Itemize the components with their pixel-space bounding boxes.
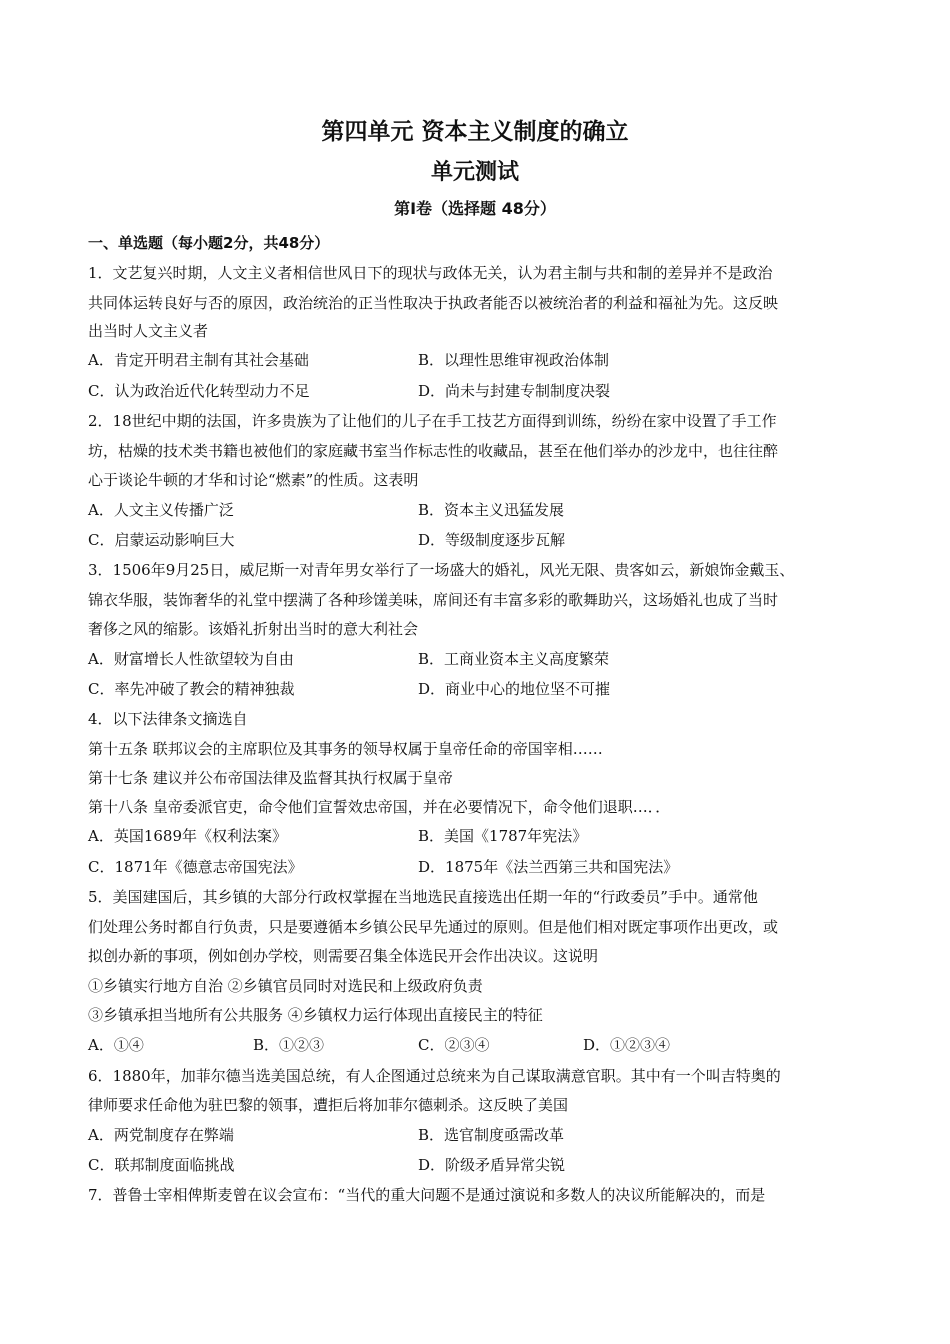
question-3-line: 3．1506年9月25日，威尼斯一对青年男女举行了一场盛大的婚礼，风光无限、贵客如云，新娘饰金戴玉、 bbox=[88, 561, 795, 579]
question-6-line: 6．1880年，加菲尔德当选美国总统，有人企图通过总统来为自己谋取满意官职。其中有一个叫吉特奥的 bbox=[88, 1067, 781, 1085]
question-3-option-a: A．财富增长人性欲望较为自由 bbox=[88, 650, 294, 668]
unit-title: 第四单元 资本主义制度的确立 bbox=[321, 119, 629, 145]
question-5-line: 5．美国建国后，其乡镇的大部分行政权掌握在当地选民直接选出任期一年的“行政委员”手中。通常他 bbox=[88, 888, 758, 906]
question-2-line: 2．18世纪中期的法国，许多贵族为了让他们的儿子在手工技艺方面得到训练，纷纷在家中设置了手工作 bbox=[88, 412, 777, 430]
question-6-option-a: A．两党制度存在弊端 bbox=[88, 1126, 234, 1144]
question-6-option-d: D．阶级矛盾异常尖锐 bbox=[418, 1156, 566, 1174]
question-1-line: 共同体运转良好与否的原因，政治统治的正当性取决于执政者能否以被统治者的利益和福祉为先。这反映 bbox=[88, 294, 779, 312]
question-3-line: 奢侈之风的缩影。该婚礼折射出当时的意大利社会 bbox=[88, 620, 419, 638]
question-5-statements: ③乡镇承担当地所有公共服务 ④乡镇权力运行体现出直接民主的特征 bbox=[88, 1006, 543, 1024]
question-5-line: 们处理公务时都自行负责，只是要遵循本乡镇公民早先通过的原则。但是他们相对既定事项作出更改，或 bbox=[88, 918, 779, 936]
question-1-line: 1．文艺复兴时期，人文主义者相信世风日下的现状与政体无关，认为君主制与共和制的差异并不是政治 bbox=[88, 264, 773, 282]
question-5-line: 拟创办新的事项，例如创办学校，则需要召集全体选民开会作出决议。这说明 bbox=[88, 947, 599, 965]
question-3-option-b: B．工商业资本主义高度繁荣 bbox=[418, 650, 610, 668]
question-5-statements: ①乡镇实行地方自治 ②乡镇官员同时对选民和上级政府负责 bbox=[88, 977, 483, 995]
question-5-option-d: D．①②③④ bbox=[583, 1036, 671, 1054]
question-7-line: 7．普鲁士宰相俾斯麦曾在议会宣布：“当代的重大问题不是通过演说和多数人的决议所能解决的，而是 bbox=[88, 1186, 766, 1204]
question-4-article: 第十五条 联邦议会的主席职位及其事务的领导权属于皇帝任命的帝国宰相…… bbox=[88, 740, 603, 758]
question-1-line: 出当时人文主义者 bbox=[88, 322, 209, 340]
question-4-article: 第十七条 建议并公布帝国法律及监督其执行权属于皇帝 bbox=[88, 769, 453, 787]
question-5-option-c: C．②③④ bbox=[418, 1036, 490, 1054]
question-3-line: 锦衣华服，装饰奢华的礼堂中摆满了各种珍馐美味，席间还有丰富多彩的歌舞助兴，这场婚礼也成了当时 bbox=[88, 591, 779, 609]
section-heading: 一、单选题（每小题2分，共48分） bbox=[88, 234, 330, 252]
question-1-option-a: A．肯定开明君主制有其社会基础 bbox=[88, 351, 309, 369]
question-2-option-d: D．等级制度逐步瓦解 bbox=[418, 531, 566, 549]
question-3-option-d: D．商业中心的地位坚不可摧 bbox=[418, 680, 611, 698]
question-2-line: 心于谈论牛顿的才华和讨论“燃素”的性质。这表明 bbox=[88, 471, 419, 489]
question-1-option-d: D．尚未与封建专制制度决裂 bbox=[418, 382, 611, 400]
question-4-option-b: B．美国《1787年宪法》 bbox=[418, 827, 588, 845]
question-1-option-c: C．认为政治近代化转型动力不足 bbox=[88, 382, 310, 400]
question-6-line: 律师要求任命他为驻巴黎的领事，遭拒后将加菲尔德刺杀。这反映了美国 bbox=[88, 1096, 569, 1114]
question-2-option-c: C．启蒙运动影响巨大 bbox=[88, 531, 235, 549]
question-4-line: 4．以下法律条文摘选自 bbox=[88, 710, 248, 728]
test-subtitle: 单元测试 bbox=[430, 160, 519, 185]
question-2-option-a: A．人文主义传播广泛 bbox=[88, 501, 234, 519]
question-6-option-b: B．选官制度亟需改革 bbox=[418, 1126, 565, 1144]
question-4-option-a: A．英国1689年《权利法案》 bbox=[88, 827, 288, 845]
question-1-option-b: B．以理性思维审视政治体制 bbox=[418, 351, 610, 369]
question-2-line: 坊，枯燥的技术类书籍也被他们的家庭藏书室当作标志性的收藏品，甚至在他们举办的沙龙中，也往往醉 bbox=[88, 442, 779, 460]
question-4-option-c: C．1871年《德意志帝国宪法》 bbox=[88, 858, 303, 876]
question-4-article: 第十八条 皇帝委派官吏，命令他们宣誓效忠帝国，并在必要情况下，命令他们退职…．． bbox=[88, 798, 671, 816]
question-4-option-d: D．1875年《法兰西第三共和国宪法》 bbox=[418, 858, 679, 876]
question-6-option-c: C．联邦制度面临挑战 bbox=[88, 1156, 235, 1174]
volume-heading: 第Ⅰ卷（选择题 48分） bbox=[394, 199, 556, 218]
question-2-option-b: B．资本主义迅猛发展 bbox=[418, 501, 565, 519]
question-5-option-b: B．①②③ bbox=[253, 1036, 325, 1054]
question-3-option-c: C．率先冲破了教会的精神独裁 bbox=[88, 680, 295, 698]
question-5-option-a: A．①④ bbox=[88, 1036, 144, 1054]
